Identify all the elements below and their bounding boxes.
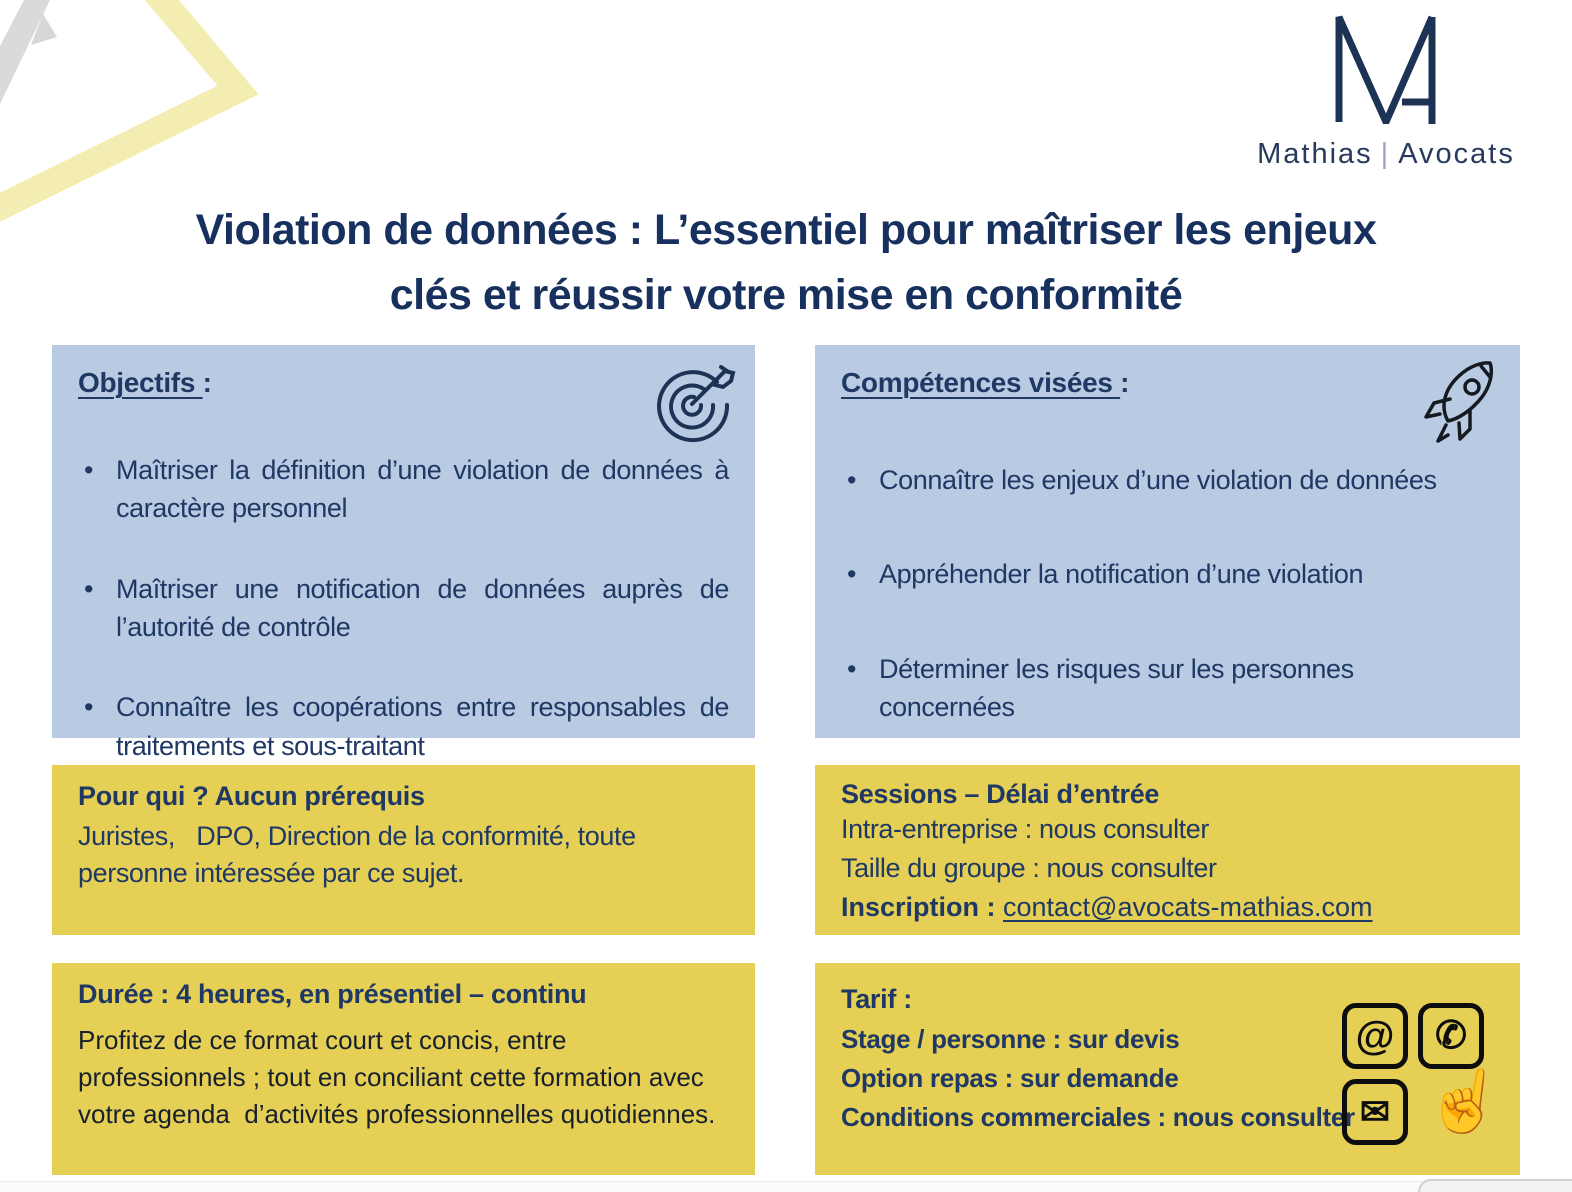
objectives-item: • Maîtriser la définition d’une violation de données à caractère personnel [78, 451, 729, 528]
window-bottom-edge [0, 1181, 1572, 1192]
bottom-right-corner-widget [1418, 1179, 1572, 1192]
target-icon [647, 359, 739, 451]
competences-item: • Connaître les enjeux d’une violation de données [841, 461, 1494, 499]
page-title-line1: Violation de données : L’essentiel pour maîtriser les enjeux [195, 206, 1377, 254]
sessions-inscription [841, 888, 1494, 927]
duration-body: Profitez de ce format court et concis, entre professionnels ; tout en conciliant cette formation avec votre agenda d’activités professionnelles quotidiennes. [78, 1025, 716, 1129]
page-title-line2: clés et réussir votre mise en conformité [389, 271, 1183, 320]
tarif-line-conditions: Conditions commerciales : nous consulter [841, 1101, 1355, 1132]
objectives-item: • Connaître les coopérations entre responsables de traitements et sous-traitant [78, 688, 729, 765]
envelope-icon: ✉ [1342, 1079, 1408, 1145]
logo-separator: | [1380, 138, 1391, 170]
competences-item: • Déterminer les risques sur les personnes concernées [841, 650, 1494, 727]
logo-suffix: Avocats [1398, 138, 1515, 170]
objectives-box [52, 345, 755, 761]
sessions-box [815, 765, 1520, 935]
competences-list [841, 461, 1494, 726]
tarif-line-stage: Stage / personne : sur devis [841, 1023, 1180, 1054]
at-icon: @ [1342, 1003, 1408, 1069]
inscription-label: Inscription : [841, 892, 1003, 923]
contact-icons-cluster [1342, 1003, 1508, 1153]
audience-heading: Pour qui ? Aucun prérequis [78, 781, 425, 811]
audience-body: Juristes, DPO, Direction de la conformité, toute personne intéressée par ce sujet. [78, 821, 643, 889]
duration-heading: Durée : 4 heures, en présentiel – continu [78, 979, 587, 1009]
competences-item: • Appréhender la notification d’une violation [841, 555, 1494, 593]
rocket-icon [1418, 359, 1504, 459]
competences-box [815, 345, 1520, 738]
sessions-line-intra: Intra-entreprise : nous consulter [841, 814, 1209, 844]
logo-name: Mathias [1257, 138, 1373, 170]
logo-wordmark [1232, 138, 1540, 171]
tarif-box [815, 963, 1520, 1175]
inscription-email-link[interactable]: contact@avocats-mathias.com [1003, 892, 1373, 923]
duration-box [52, 963, 755, 1175]
audience-box [52, 765, 755, 935]
pointing-hand-icon: ☝ [1421, 1061, 1508, 1142]
tarif-heading: Tarif : [841, 984, 912, 1014]
competences-heading: Compétences visées : [841, 367, 1130, 398]
ma-monogram-icon [1330, 12, 1442, 124]
sessions-heading: Sessions – Délai d’entrée [841, 779, 1160, 809]
brand-logo [1232, 12, 1540, 171]
page-title [40, 198, 1532, 329]
sessions-line-group: Taille du groupe : nous consulter [841, 853, 1217, 884]
objectives-list [78, 451, 729, 765]
tarif-line-repas: Option repas : sur demande [841, 1062, 1179, 1093]
phone-icon: ✆ [1418, 1003, 1484, 1069]
objectives-heading: Objectifs : [78, 367, 212, 398]
objectives-item: • Maîtriser une notification de données auprès de l’autorité de contrôle [78, 570, 729, 647]
